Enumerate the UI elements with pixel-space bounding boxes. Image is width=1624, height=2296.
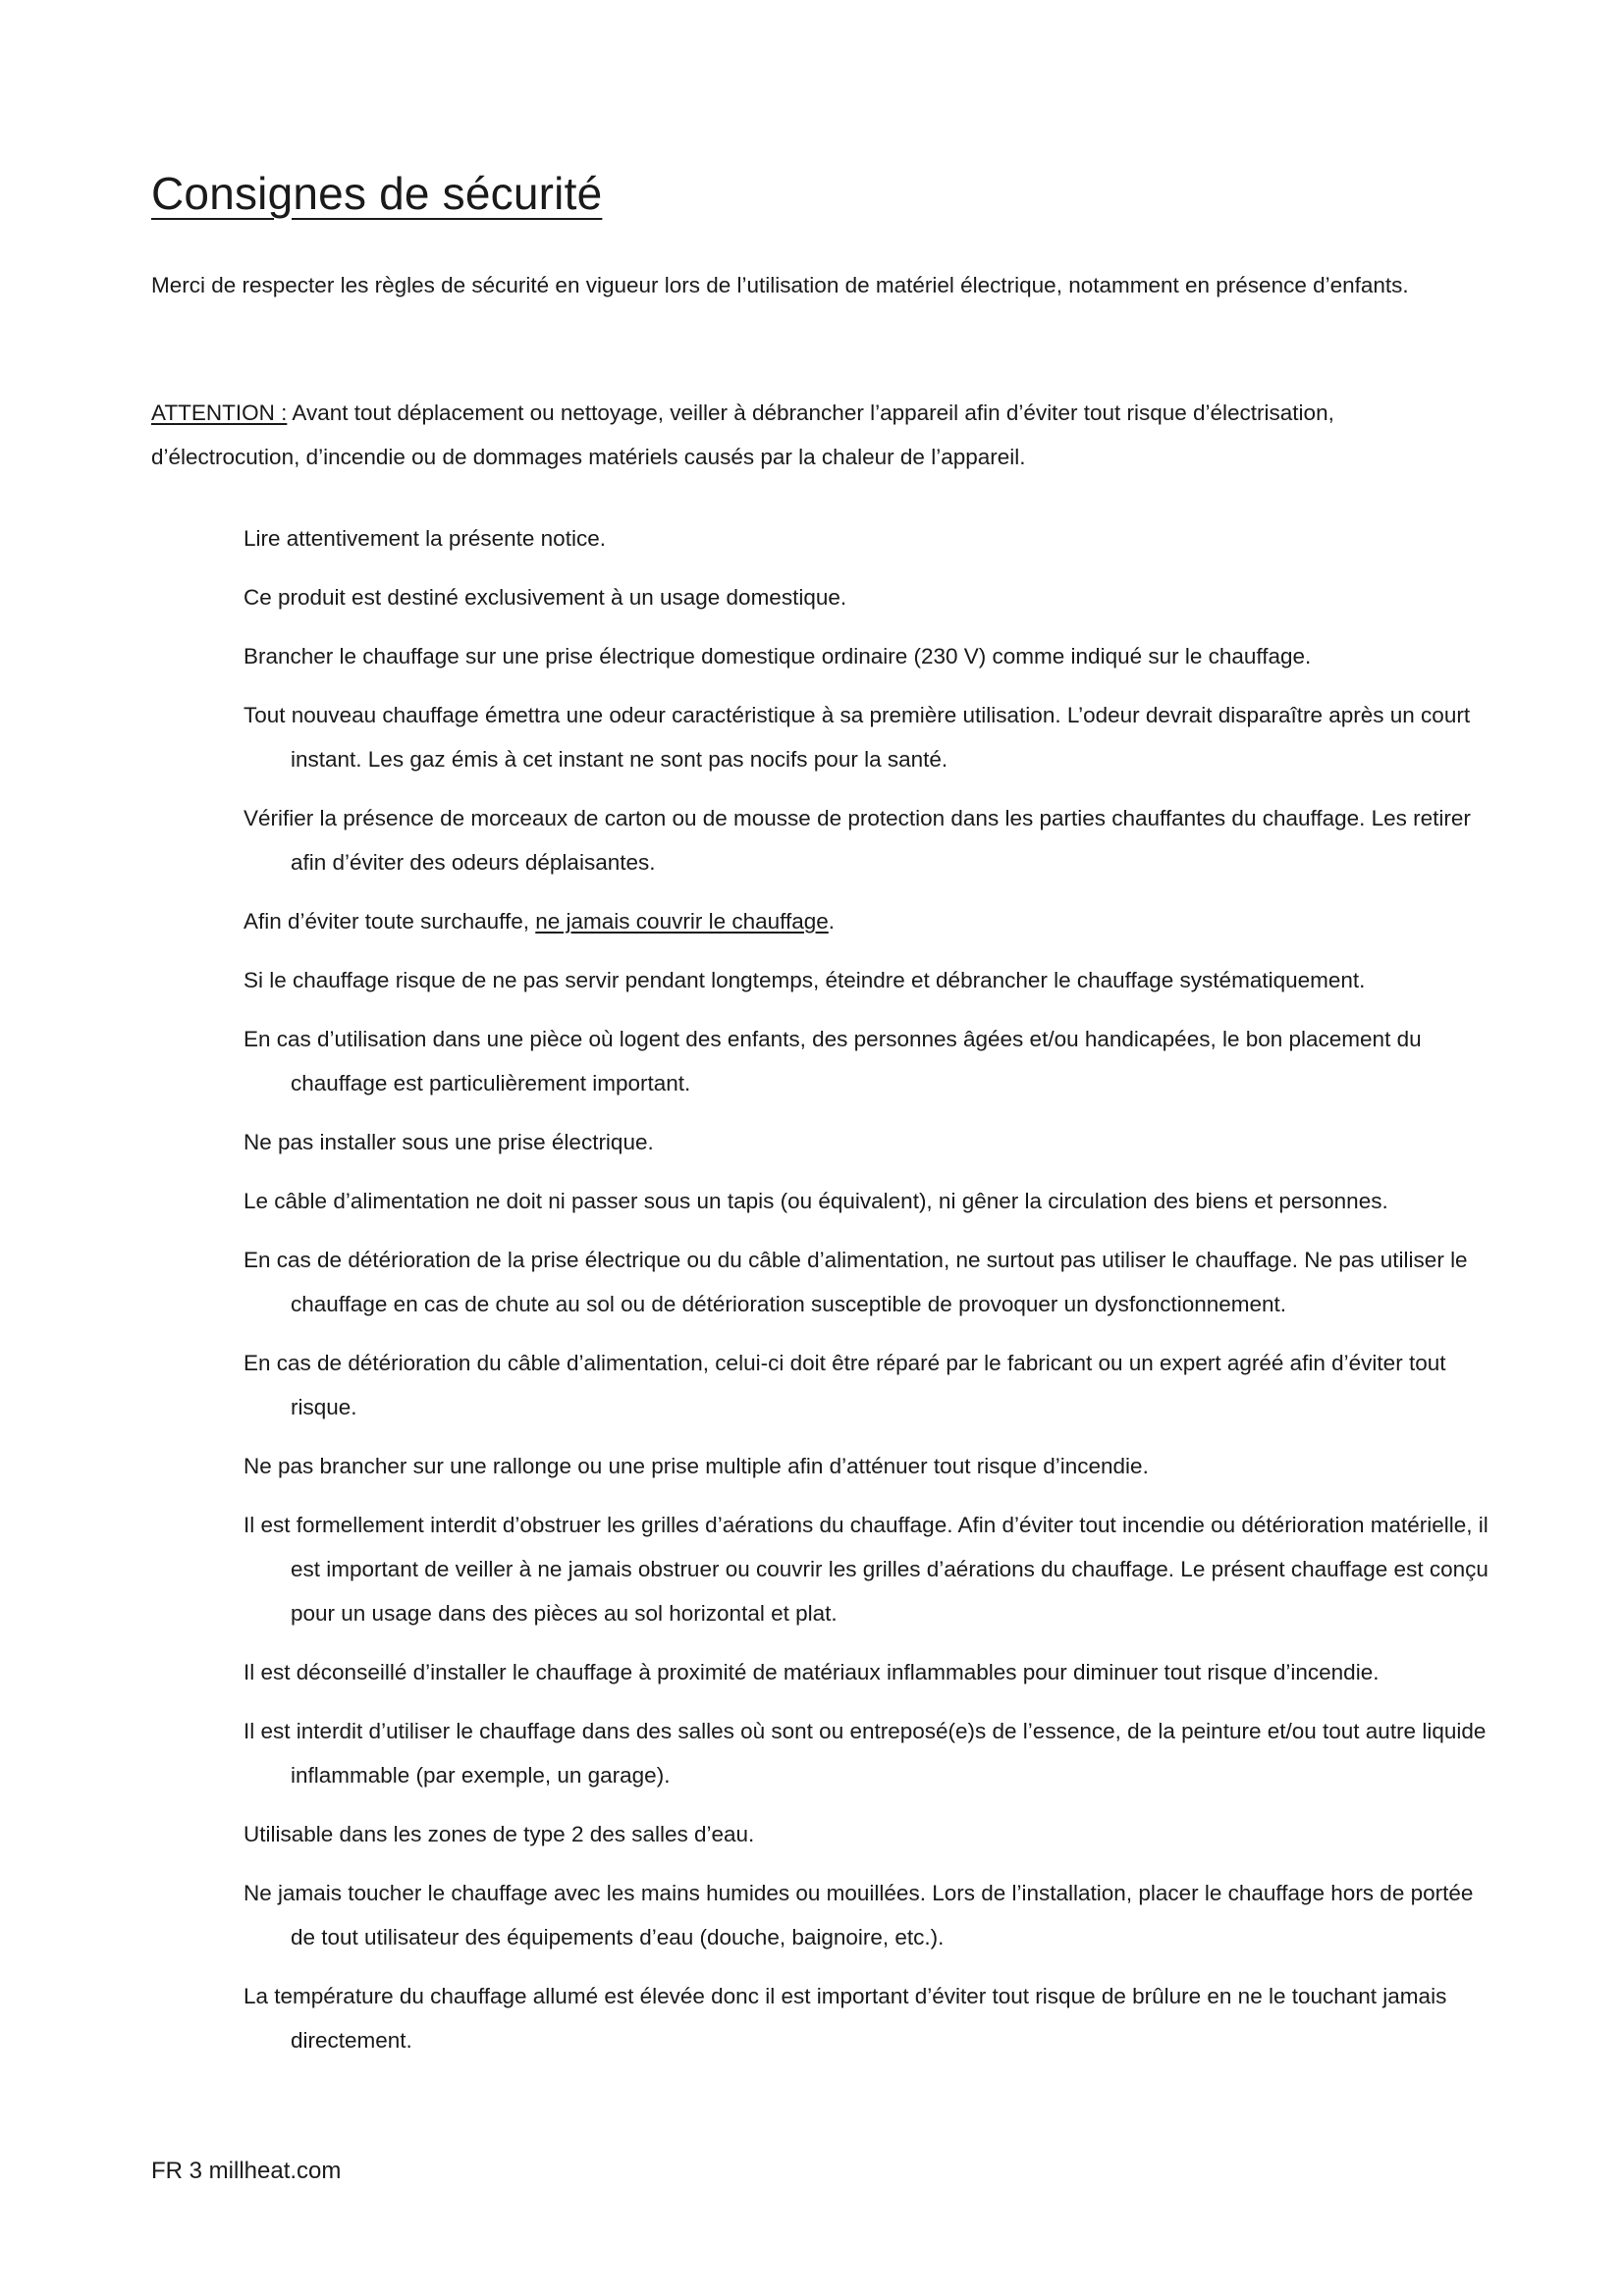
intro-paragraph: Merci de respecter les règles de sécurité en vigueur lors de l’utilisation de matériel électrique, notamment en présence d’enfants. [151,273,1409,297]
page-title: Consignes de sécurité [151,168,603,219]
safety-rule: Vérifier la présence de morceaux de carton ou de mousse de protection dans les parties chauffantes du chauffage. Les retirer afin d’éviter des odeurs déplaisantes. [244,806,1471,875]
safety-rule: Il est déconseillé d’installer le chauffage à proximité de matériaux inflammables pour diminuer tout risque d’incendie. [244,1660,1380,1684]
safety-rule: Ne pas installer sous une prise électrique. [244,1130,654,1154]
safety-rule: En cas de détérioration du câble d’alimentation, celui-ci doit être réparé par le fabricant ou un expert agréé afin d’éviter tout risque. [244,1351,1446,1419]
rule-text: . [828,909,836,934]
safety-rule: Lire attentivement la présente notice. [244,526,606,551]
safety-rule: Utilisable dans les zones de type 2 des salles d’eau. [244,1822,755,1846]
safety-rule: Le câble d’alimentation ne doit ni passer sous un tapis (ou équivalent), ni gêner la circulation des biens et personnes. [244,1189,1388,1213]
safety-rule: Brancher le chauffage sur une prise électrique domestique ordinaire (230 V) comme indiqué sur le chauffage. [244,644,1312,668]
safety-rules-list [244,516,1498,2077]
attention-text: Avant tout déplacement ou nettoyage, veiller à débrancher l’appareil afin d’éviter tout risque d’électrisation, d’électrocution, d’incendie ou de dommages matériels causés par la chaleur de l’appareil. [151,400,1334,469]
safety-rule: Il est formellement interdit d’obstruer les grilles d’aérations du chauffage. Afin d’éviter tout incendie ou détérioration matérielle, il est important de veiller à ne jamais obstruer ou couvrir les grilles d’aérations du chauffage. Le présent chauffage est conçu pour un usage dans des pièces au sol horizontal et plat. [244,1513,1489,1626]
safety-rule: Si le chauffage risque de ne pas servir pendant longtemps, éteindre et débrancher le chauffage systématiquement. [244,968,1366,992]
safety-rule: Tout nouveau chauffage émettra une odeur caractéristique à sa première utilisation. L’odeur devrait disparaître après un court instant. Les gaz émis à cet instant ne sont pas nocifs pour la santé. [244,703,1471,772]
safety-rule: Ne jamais toucher le chauffage avec les mains humides ou mouillées. Lors de l’installation, placer le chauffage hors de portée de tout utilisateur des équipements d’eau (douche, baignoire, etc.). [244,1881,1474,1949]
attention-paragraph [151,391,1487,479]
safety-rule: En cas de détérioration de la prise électrique ou du câble d’alimentation, ne surtout pas utiliser le chauffage. Ne pas utiliser le chauffage en cas de chute au sol ou de détérioration susceptible de provoquer un dysfonctionnement. [244,1248,1468,1316]
safety-rule: Ne pas brancher sur une rallonge ou une prise multiple afin d’atténuer tout risque d’incendie. [244,1454,1149,1478]
safety-rule: En cas d’utilisation dans une pièce où logent des enfants, des personnes âgées et/ou handicapées, le bon placement du chauffage est particulièrement important. [244,1027,1422,1095]
attention-label: ATTENTION : [151,400,288,425]
rule-emphasis: ne jamais couvrir le chauffage [535,909,829,934]
rule-text: Afin d’éviter toute surchauffe, [244,909,536,934]
safety-rule: La température du chauffage allumé est élevée donc il est important d’éviter tout risque de brûlure en ne le touchant jamais directement. [244,1984,1447,2053]
page-footer: FR 3 millheat.com [151,2158,342,2184]
safety-rule [244,899,1498,943]
safety-rule: Ce produit est destiné exclusivement à un usage domestique. [244,585,847,610]
safety-rule: Il est interdit d’utiliser le chauffage dans des salles où sont ou entreposé(e)s de l’essence, de la peinture et/ou tout autre liquide inflammable (par exemple, un garage). [244,1719,1487,1788]
